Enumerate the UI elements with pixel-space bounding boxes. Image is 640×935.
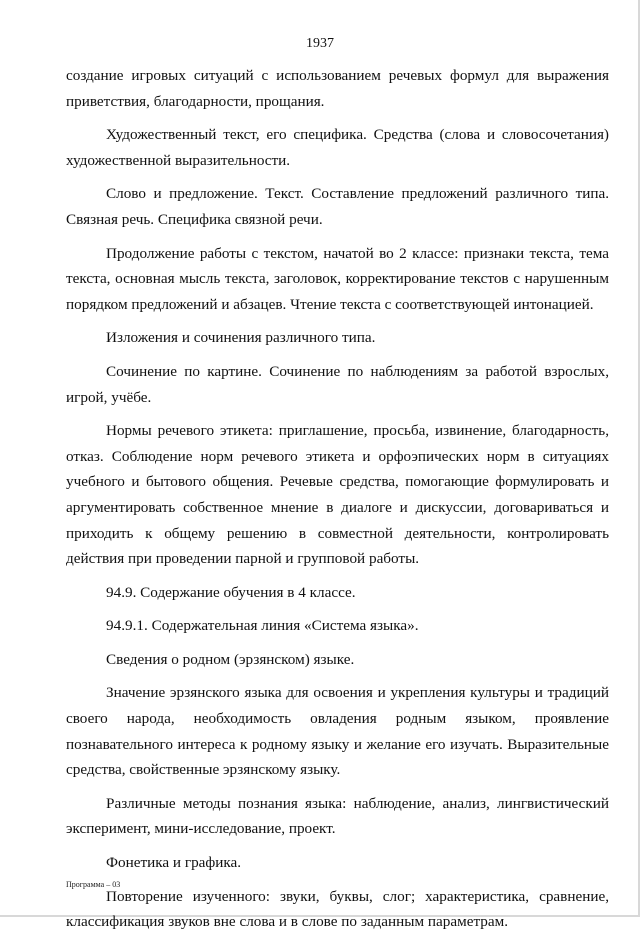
paragraph: создание игровых ситуаций с использованием речевых формул для выражения приветствия, благодарности, прощания. [66, 67, 609, 110]
paragraph: Значение эрзянского языка для освоения и укрепления культуры и традиций своего народа, необходимость овладения родным языком, проявление познавательного интереса к родному языку и желание его изучать. Выразительные средства, свойственные эрзянскому языку. [66, 684, 609, 779]
paragraph: Продолжение работы с текстом, начатой во 2 классе: признаки текста, тема текста, основная мысль текста, заголовок, корректирование текстов с нарушенным порядком предложений и абзацев. Чтение текста с соответствующей интонацией. [66, 244, 609, 313]
subsection-heading: 94.9.1. Содержательная линия «Система языка». [106, 617, 419, 635]
paragraph: Повторение изученного: звуки, буквы, слог; характеристика, сравнение, классификация звуков вне слова и в слове по заданным параметрам. [66, 887, 609, 931]
paragraph: Художественный текст, его специфика. Средства (слова и словосочетания) художественной выразительности. [66, 126, 609, 169]
paragraph: Сочинение по картине. Сочинение по наблюдениям за работой взрослых, игрой, учёбе. [66, 362, 609, 406]
topic-heading: Фонетика и графика. [106, 854, 242, 872]
paragraph: Слово и предложение. Текст. Составление предложений различного типа. Связная речь. Специфика связной речи. [66, 185, 609, 228]
document-body [66, 63, 609, 935]
paragraph: Нормы речевого этикета: приглашение, просьба, извинение, благодарность, отказ. Соблюдение норм речевого этикета и орфоэпических норм в ситуациях учебного и бытового общения. Речевые средства, помогающие формулировать и аргументировать собственное мнение в диалоге и дискуссии, договариваться и приходить к общему решению в совместной деятельности, контролировать действия при проведении парной и групповой работы. [66, 422, 609, 568]
paragraph: Различные методы познания языка: наблюдение, анализ, лингвистический эксперимент, мини-исследование, проект. [66, 794, 609, 838]
topic-heading: Сведения о родном (эрзянском) языке. [106, 650, 355, 668]
page-footer: Программа – 03 [66, 880, 121, 889]
page-number: 1937 [306, 36, 334, 51]
section-heading: 94.9. Содержание обучения в 4 классе. [106, 583, 356, 601]
paragraph: Изложения и сочинения различного типа. [106, 329, 376, 347]
